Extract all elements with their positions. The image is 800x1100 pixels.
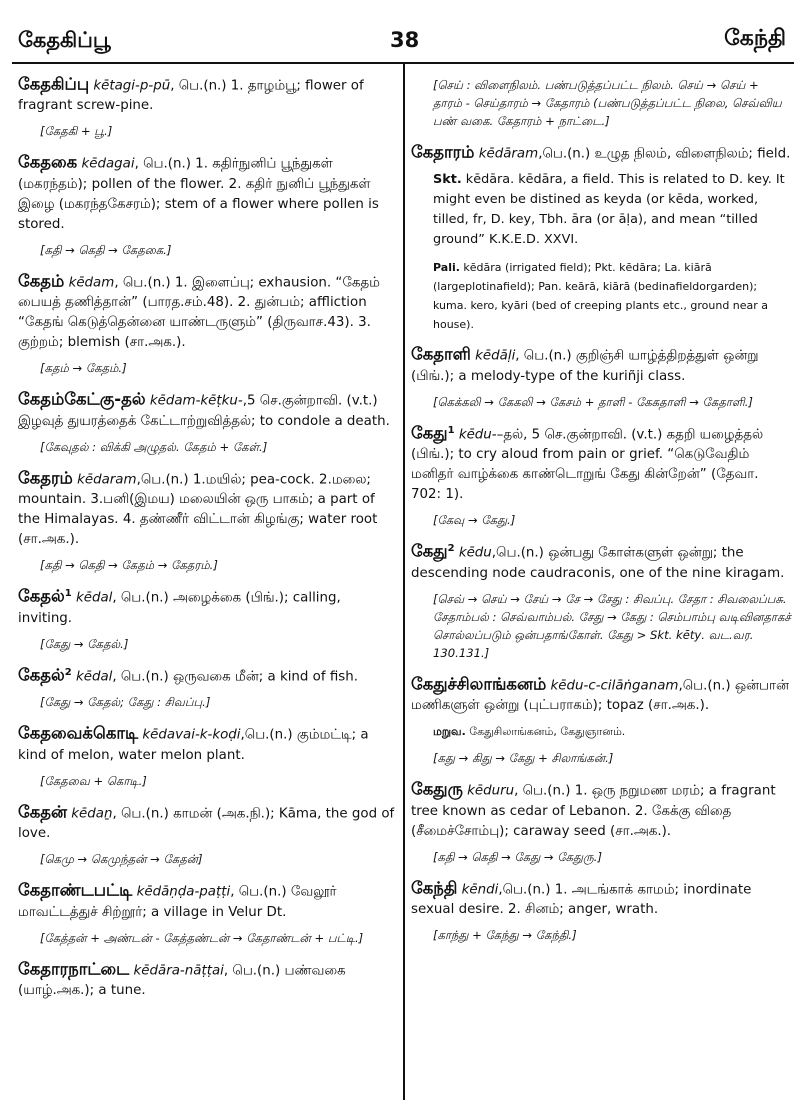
dictionary-entry	[18, 150, 396, 234]
note-text: kēdāra. kēdāra, a field. This is related to D. key. It might even be distined as keyda (or kēda, worked, tilled, fr, D. key, Tbh. āra (or āḷa), and mean “tilled ground” K.K.E.D. XXVI.	[433, 172, 785, 248]
dictionary-entry	[18, 800, 396, 844]
entry-headword: கேதல்	[18, 586, 65, 606]
left-column	[18, 72, 396, 1007]
entry-headword: கேதாளி	[411, 344, 471, 364]
note-label: Skt.	[433, 172, 462, 188]
entry-etymology: [கேது → கேதல்.]	[40, 636, 129, 651]
dictionary-entry	[411, 876, 791, 920]
dictionary-entry	[18, 269, 396, 353]
entry-definition: , பெ.(n.) 1. தாழம்பூ; flower of fragrant screw-pine.	[18, 78, 364, 114]
entry-headword: கேதல்	[18, 665, 65, 685]
dictionary-entry	[411, 140, 791, 164]
entry-superscript: 2	[64, 666, 72, 678]
page-number: 38	[390, 28, 420, 52]
entry-headword: கேது	[411, 423, 448, 443]
entry-headword: கேதன்	[18, 802, 68, 822]
entry-etymology: [காந்து + கேந்து → கேந்தி.]	[433, 928, 577, 943]
entry-transliteration: kēdu-c-cilāṅganam	[550, 678, 679, 694]
entry-superscript: 1	[447, 424, 455, 436]
dictionary-entry	[18, 663, 396, 687]
entry-transliteration: kēdavai-k-koḍi	[142, 727, 241, 743]
entry-etymology: [கது → கிது → கேது + சிலாங்கன்.]	[433, 751, 614, 766]
page-header	[0, 0, 800, 64]
right-column	[411, 72, 791, 954]
entry-definition: , பெ.(n.) குறிஞ்சி யாழ்த்திறத்துள் ஒன்று (பிங்.); a melody-type of the kuriñji class.	[411, 348, 759, 384]
dictionary-entry	[18, 584, 396, 628]
entry-transliteration: kēdāḷi	[475, 348, 516, 364]
entry-headword: கேதாரம்	[411, 142, 475, 162]
entry-definition: ,பெ.(n.) ஒன்பான் மணிகளுள் ஒன்று (புட்பராகம்); topaz (சா.அக.).	[411, 678, 789, 714]
entry-etymology: [கதி → கெதி → கேதகை.]	[40, 242, 172, 257]
entry-headword: கேது	[411, 541, 448, 561]
dictionary-entry	[411, 777, 791, 841]
entry-etymology: [கதம் → கேதம்.]	[40, 361, 127, 376]
entry-transliteration: kēdal	[75, 669, 113, 685]
dictionary-entry	[18, 957, 396, 1001]
running-headword-left: கேதகிப்பூ	[18, 28, 111, 52]
synonym-note	[433, 722, 791, 741]
entry-definition: , பெ.(n.) ஒருவகை மீன்; a kind of fish.	[112, 669, 358, 685]
entry-transliteration: kēdagai	[81, 156, 135, 172]
dictionary-entry	[18, 721, 396, 765]
entry-etymology: [கேவு → கேது.]	[433, 513, 516, 528]
entry-transliteration: kēndi	[461, 882, 499, 898]
entry-etymology: [கதி → கெதி → கேது → கேதுரு.]	[433, 849, 602, 864]
cognate-note	[433, 258, 791, 334]
dictionary-entry	[18, 72, 396, 116]
entry-headword: கேதகை	[18, 152, 78, 172]
entry-definition: ,பெ.(n.) கும்மட்டி; a kind of melon, water melon plant.	[18, 727, 369, 763]
note-text: kēdāra (irrigated field); Pkt. kēdāra; La. kiārā (largeplotinafield); Pan. keārā, kiārā (bedinafieldorgarden); kuma. kero, kyāri (bed of creeping plants etc., ground near a house).	[433, 261, 769, 332]
entry-superscript: 1	[64, 588, 72, 600]
dictionary-entry	[411, 672, 791, 716]
dictionary-entry	[411, 342, 791, 386]
entry-definition: , பெ.(n.) 1. கதிர்நுனிப் பூந்துகள் (மகரந்தம்); pollen of the flower. 2. கதிர் நுனிப் பூந்துகள் இழை (மகரந்தகேசரம்); stem of a flower where pollen is stored.	[18, 156, 379, 232]
entry-transliteration: kēdu-	[458, 427, 497, 443]
entry-transliteration: kētagi-p-pū	[93, 78, 171, 94]
note-text: கேதுசிலாங்கனம், கேதுஞானம்.	[465, 725, 626, 739]
entry-transliteration: kēdaṉ	[71, 806, 113, 822]
entry-etymology: [கேவுதல் : விக்கி அழுதல். கேதம் + கேள்.]	[40, 439, 268, 454]
entry-transliteration: kēdam-kēṭku-	[149, 393, 243, 409]
entry-headword: கேதுச்சிலாங்கனம்	[411, 674, 547, 694]
entry-transliteration: kēdaram	[77, 472, 137, 488]
dictionary-entry	[411, 421, 791, 505]
entry-definition: ,பெ.(n.) ஒன்பது கோள்களுள் ஒன்று; the descending node caudraconis, one of the nine kiragam.	[411, 545, 785, 581]
entry-etymology: [கேதகி + பூ.]	[40, 124, 113, 139]
entry-headword: கேதாரநாட்டை	[18, 959, 130, 979]
entry-headword: கேதவைக்கொடி	[18, 723, 139, 743]
cognate-note	[433, 170, 791, 250]
entry-headword: கேதம்கேட்கு-தல்	[18, 389, 146, 409]
entry-transliteration: kēdu	[458, 545, 492, 561]
entry-definition: , பெ.(n.) 1. இளைப்பு; exhausion. “கேதம் பையத் தணித்தான்” (பாரத.சம்.48). 2. துன்பம்; affliction “கேதங் கெடுத்தென்னை யாண்டருளும்” (திருவாச.43). 3. குற்றம்; blemish (சா.அக.).	[18, 275, 380, 351]
entry-definition: –தல், 5 செ.குன்றாவி. (v.t.) கதறி யழைத்தல் (பிங்.); to cry aloud from pain or grief. “கெடுவேதிம் மனிதர் வாழ்க்கை காண்டொறுங் கேது கின்றேன்” (தேவா. 702: 1).	[411, 427, 764, 503]
dictionary-entry	[411, 539, 791, 583]
entry-etymology: [கெக்கலி → கேகலி → கேசம் + தாளி - கேகதாளி → கேதாளி.]	[433, 394, 753, 409]
entry-definition: ,பெ.(n.) 1.மயில்; pea-cock. 2.மலை; mountain. 3.பனி(இமய) மலையின் ஒரு பாகம்; a part of the Himalayas. 4. தண்ணீர் விட்டான் கிழங்கு; water root (சா.அக.).	[18, 472, 378, 548]
column-divider	[403, 64, 405, 1100]
dictionary-entry	[18, 466, 396, 550]
entry-definition: ,பெ.(n.) உழுத நிலம், விளைநிலம்; field.	[538, 146, 791, 162]
entry-etymology: [கதி → கெதி → கேதம் → கேதரம்.]	[40, 558, 218, 573]
note-label: Pali.	[433, 261, 460, 275]
entry-definition: ,பெ.(n.) 1. அடங்காக் காமம்; inordinate sexual desire. 2. சினம்; anger, wrath.	[411, 882, 752, 918]
entry-transliteration: kēdāram	[478, 146, 539, 162]
entry-definition: , பெ.(n.) அழைக்கை (பிங்.); calling, inviting.	[18, 590, 341, 626]
entry-headword: கேந்தி	[411, 878, 458, 898]
entry-definition: , பெ.(n.) பண்வகை (யாழ்.அக.); a tune.	[18, 963, 346, 999]
entry-headword: கேதாண்டபட்டி	[18, 880, 133, 900]
entry-etymology: [செய் : விளைநிலம். பண்படுத்தப்பட்ட நிலம். செய் → செய் + தாரம் - செய்தாரம் → கேதாரம் (பண்படுத்தப்பட்ட நிலை, செவ்விய பண் வகை. கேதாரம் + நாட்டை.]	[433, 78, 782, 128]
entry-etymology: [கெமு → கெமுந்தன் → கேதன்]	[40, 852, 203, 867]
entry-etymology: [கேது → கேதல்; கேது : சிவப்பு.]	[40, 695, 211, 710]
entry-transliteration: kēdal	[75, 590, 113, 606]
dictionary-entry	[18, 387, 396, 431]
entry-definition: , பெ.(n.) காமன் (அக.நி.); Kāma, the god of love.	[18, 806, 395, 842]
dictionary-entry	[18, 878, 396, 922]
entry-definition: ,5 செ.குன்றாவி. (v.t.) இழவுத் துயரத்தைக் கேட்டாற்றுவித்தல்; to condole a death.	[18, 393, 390, 429]
entry-definition: , பெ.(n.) வேலூர் மாவட்டத்துச் சிற்றூர்; a village in Velur Dt.	[18, 884, 337, 920]
entry-superscript: 2	[447, 543, 455, 555]
entry-headword: கேதம்	[18, 271, 65, 291]
entry-transliteration: kēdāṇḍa-paṭṭi	[136, 884, 231, 900]
running-headword-right: கேந்தி	[724, 26, 786, 51]
entry-etymology: [கேதவை + கொடி.]	[40, 773, 147, 788]
entry-transliteration: kēdam	[68, 275, 115, 291]
note-label: மறுவ.	[433, 725, 466, 739]
entry-etymology: [செவ் → செய் → சேய் → சே → சேது : சிவப்பு. சேதா : சிவலைப்பசு. சேதாம்பல் : செவ்வாம்பல். சேது → கேது : செம்பாம்பு வடிவினதாகச் சொல்லப்படும் ஒன்பதாங்கோள். கேது > Skt. kētу. வட.வர. 130.131.]	[433, 591, 791, 660]
entry-headword: கேதுரு	[411, 779, 463, 799]
entry-etymology: [கேத்தன் + அண்டன் - கேத்தண்டன் → கேதாண்டன் + பட்டி.]	[40, 930, 364, 945]
entry-transliteration: kēdāra-nāṭṭai	[133, 963, 224, 979]
entry-headword: கேதகிப்பு	[18, 74, 90, 94]
entry-headword: கேதரம்	[18, 468, 73, 488]
entry-definition: , பெ.(n.) 1. ஒரு நறுமண மரம்; a fragrant tree known as cedar of Lebanon. 2. கேக்கு விதை (சீமைச்சோம்பு); caraway seed (சா.அக.).	[411, 783, 776, 839]
entry-transliteration: kēduru	[467, 783, 515, 799]
